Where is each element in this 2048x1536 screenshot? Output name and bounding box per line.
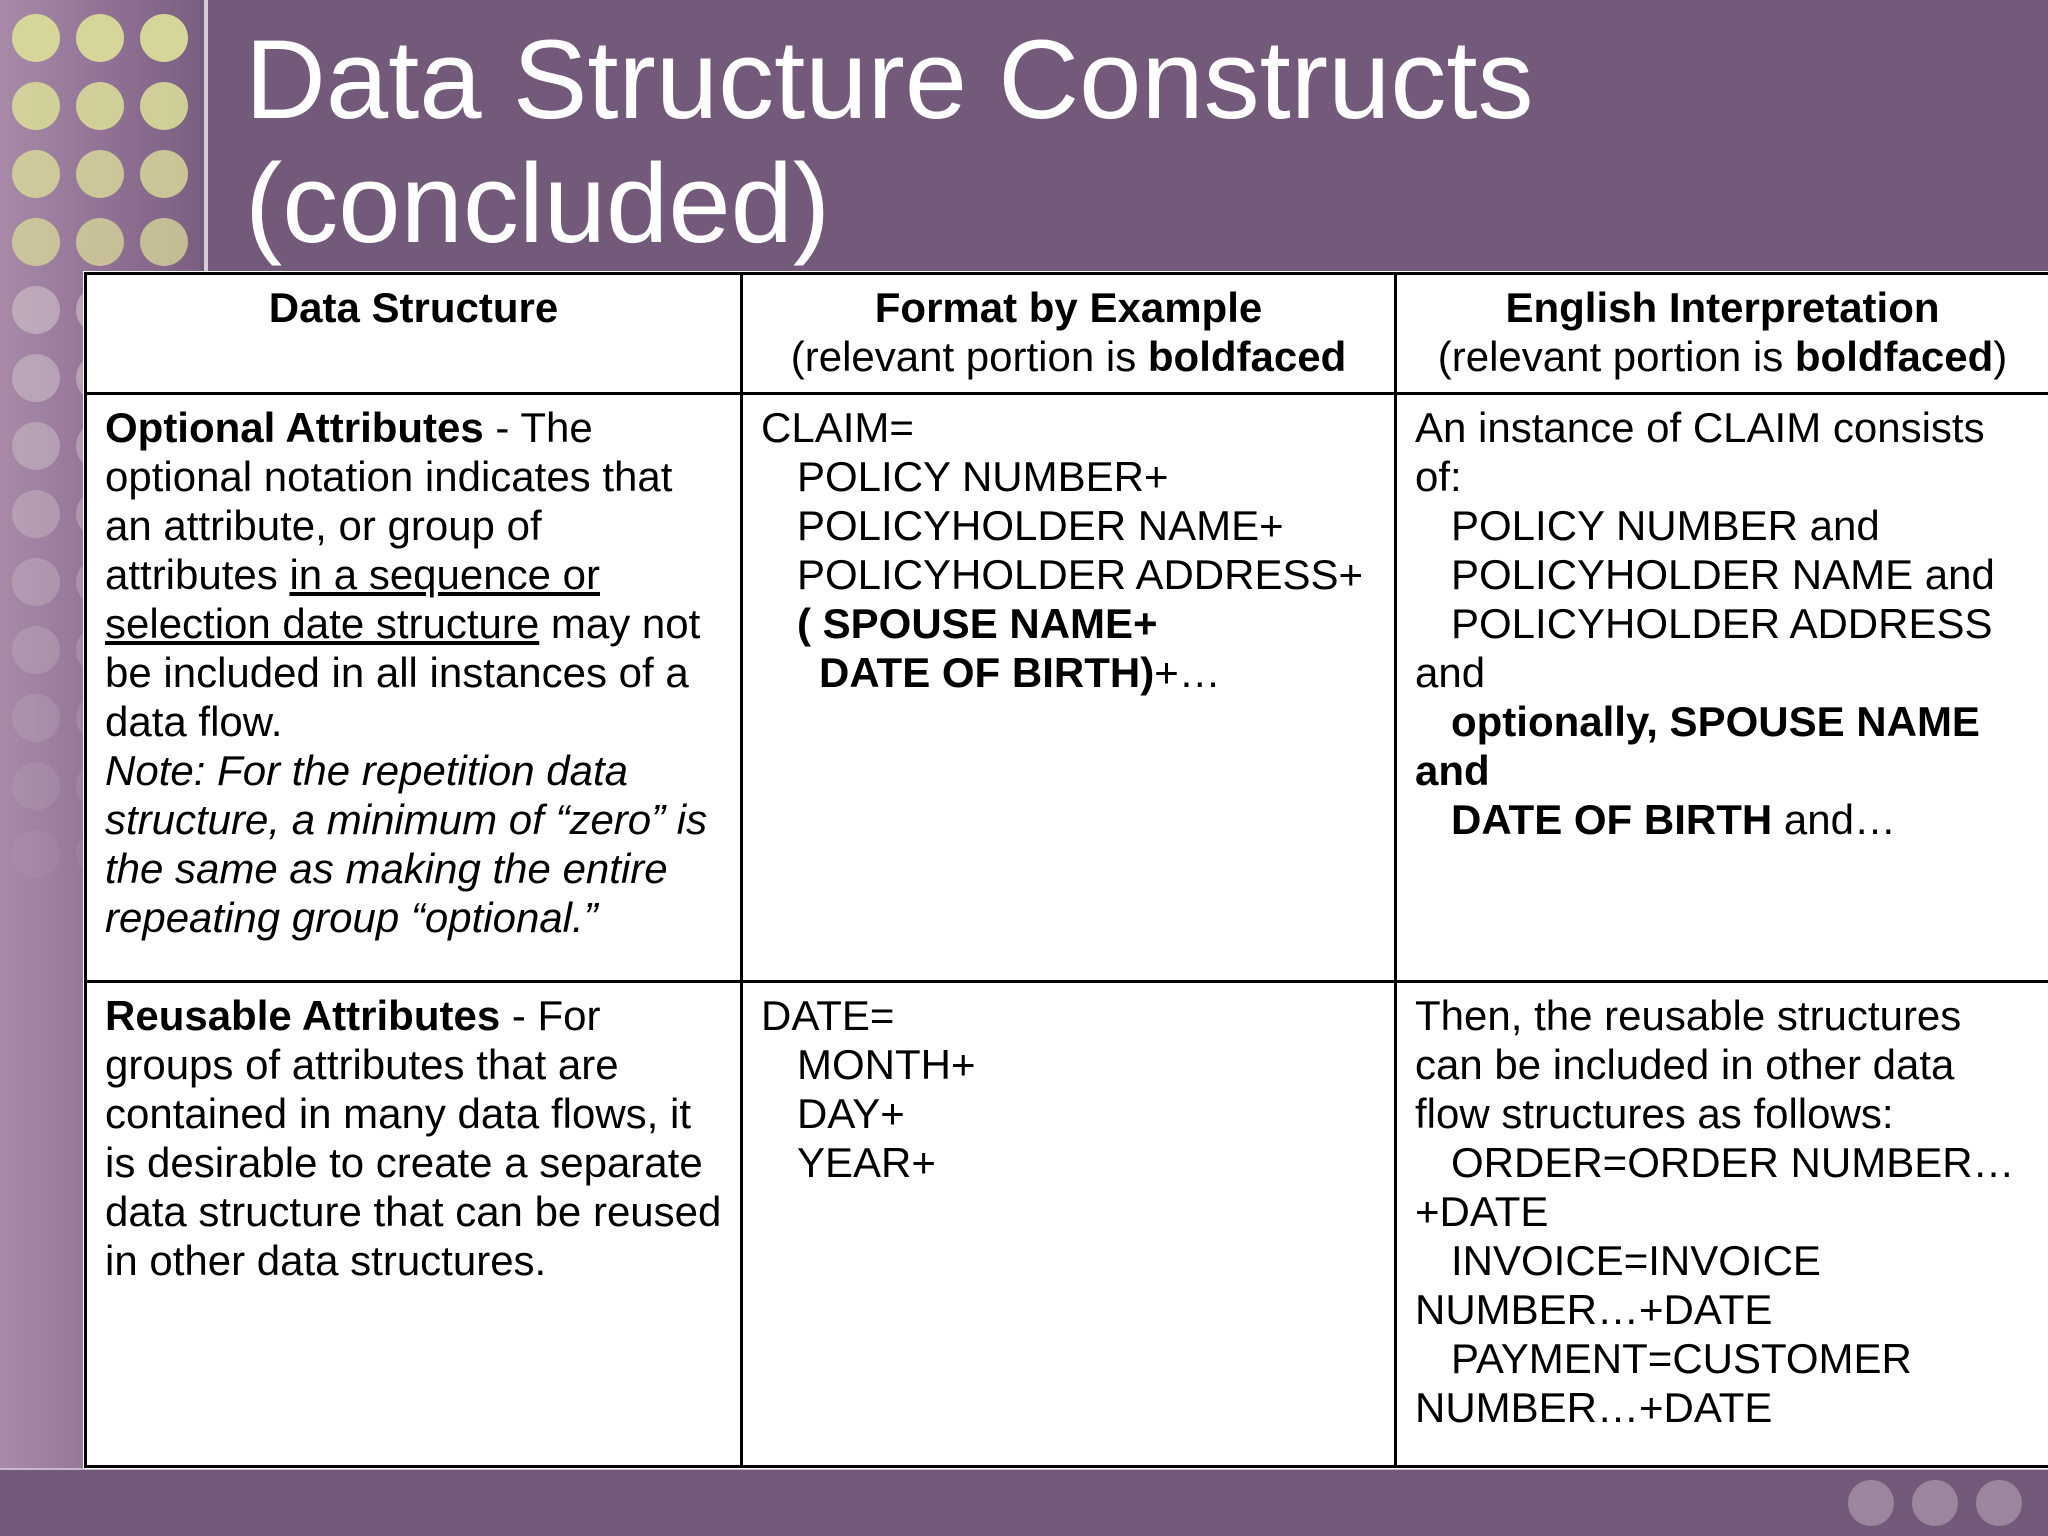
header-sub-suffix: ) [1993, 333, 2008, 380]
english-line-rest: and… [1772, 796, 1896, 843]
header-sub [1415, 332, 2030, 381]
footer-dot [1912, 1480, 1958, 1526]
decorative-dot [12, 830, 60, 878]
format-line: POLICY NUMBER+ [797, 453, 1169, 500]
english-line: INVOICE=INVOICE NUMBER…+DATE [1415, 1237, 1821, 1333]
english-line: An instance of CLAIM consists of: [1415, 404, 1985, 500]
format-line: POLICYHOLDER ADDRESS+ [797, 551, 1364, 598]
decorative-dot [12, 14, 60, 62]
format-line-rest: +… [1154, 649, 1221, 696]
decorative-dot [140, 218, 188, 266]
decorative-dot [12, 422, 60, 470]
english-line: POLICYHOLDER NAME and [1451, 551, 1995, 598]
structure-name: Reusable Attributes [105, 992, 501, 1039]
header-main: Format by Example [874, 284, 1263, 331]
format-line-bold: ( SPOUSE NAME+ [797, 600, 1158, 647]
constructs-table [84, 272, 2048, 1468]
header-data-structure [86, 274, 742, 394]
header-sub-prefix: (relevant portion is [1437, 333, 1795, 380]
header-sub-bold: boldfaced [1147, 333, 1347, 380]
table-row-optional-attributes [86, 394, 2048, 982]
cell-format-reusable [742, 982, 1396, 1467]
decorative-dot [12, 490, 60, 538]
header-sub-bold: boldfaced [1794, 333, 1994, 380]
structure-description: may not be included in all instances of a data flow. [105, 600, 701, 745]
decorative-dot [12, 354, 60, 402]
structure-description: For groups of attributes that are contained in many data flows, it is desirable to create a separate data structure that can be reused in other data structures. [105, 992, 722, 1284]
cell-structure-optional [86, 394, 742, 982]
table-row-reusable-attributes [86, 982, 2048, 1467]
format-line: DAY+ [797, 1090, 905, 1137]
decorative-dot [76, 82, 124, 130]
english-line [1415, 795, 2030, 844]
format-line [761, 648, 1376, 697]
decorative-dot [12, 694, 60, 742]
format-line-bold: DATE OF BIRTH) [819, 649, 1155, 696]
decorative-dot [12, 626, 60, 674]
decorative-dot [140, 14, 188, 62]
footer-dot [1976, 1480, 2022, 1526]
decorative-dot [12, 218, 60, 266]
table-header-row [86, 274, 2048, 394]
structure-description-underlined: in a sequence or selection date structure [105, 551, 600, 647]
constructs-table-container [84, 272, 2048, 1468]
decorative-dot [12, 82, 60, 130]
footer-band [0, 1470, 2048, 1536]
header-sub [761, 332, 1376, 381]
format-line: CLAIM= [761, 404, 914, 451]
english-line: POLICYHOLDER ADDRESS [1451, 600, 1993, 647]
decorative-dot [12, 150, 60, 198]
header-english-interpretation [1396, 274, 2048, 394]
structure-separator: - [500, 992, 538, 1039]
header-main: English Interpretation [1505, 284, 1940, 331]
structure-description: The optional notation indicates that an attribute, or group of attributes [105, 404, 673, 598]
structure-note: Note: For the repetition data structure, a minimum of “zero” is the same as making the entire repeating group “optional.” [105, 747, 708, 941]
english-line-bold: DATE OF BIRTH [1451, 796, 1773, 843]
english-line-bold: optionally, SPOUSE NAME and [1415, 698, 1980, 794]
cell-english-reusable [1396, 982, 2048, 1467]
decorative-dot [12, 558, 60, 606]
english-line: ORDER=ORDER NUMBER… +DATE [1415, 1139, 2015, 1235]
english-line: Then, the reusable structures can be included in other data flow structures as follows: [1415, 992, 1962, 1137]
format-line: YEAR+ [797, 1139, 936, 1186]
format-line: DATE= [761, 992, 895, 1039]
header-main: Data Structure [268, 284, 559, 331]
english-line: and [1415, 649, 1486, 696]
decorative-dot [12, 762, 60, 810]
decorative-dot [140, 82, 188, 130]
english-line: POLICY NUMBER and [1451, 502, 1880, 549]
format-line: POLICYHOLDER NAME+ [797, 502, 1284, 549]
structure-separator: - [483, 404, 521, 451]
cell-format-optional [742, 394, 1396, 982]
decorative-dot [12, 286, 60, 334]
english-line: PAYMENT=CUSTOMER NUMBER…+DATE [1415, 1335, 1912, 1431]
decorative-dot [76, 218, 124, 266]
header-format-by-example [742, 274, 1396, 394]
cell-structure-reusable [86, 982, 742, 1467]
structure-name: Optional Attributes [105, 404, 484, 451]
format-line: MONTH+ [797, 1041, 976, 1088]
decorative-dot [140, 150, 188, 198]
footer-dot [1848, 1480, 1894, 1526]
slide-title: Data Structure Constructs (concluded) [245, 17, 1534, 266]
decorative-dot [76, 150, 124, 198]
decorative-dot [76, 14, 124, 62]
cell-english-optional [1396, 394, 2048, 982]
header-sub-prefix: (relevant portion is [790, 333, 1148, 380]
